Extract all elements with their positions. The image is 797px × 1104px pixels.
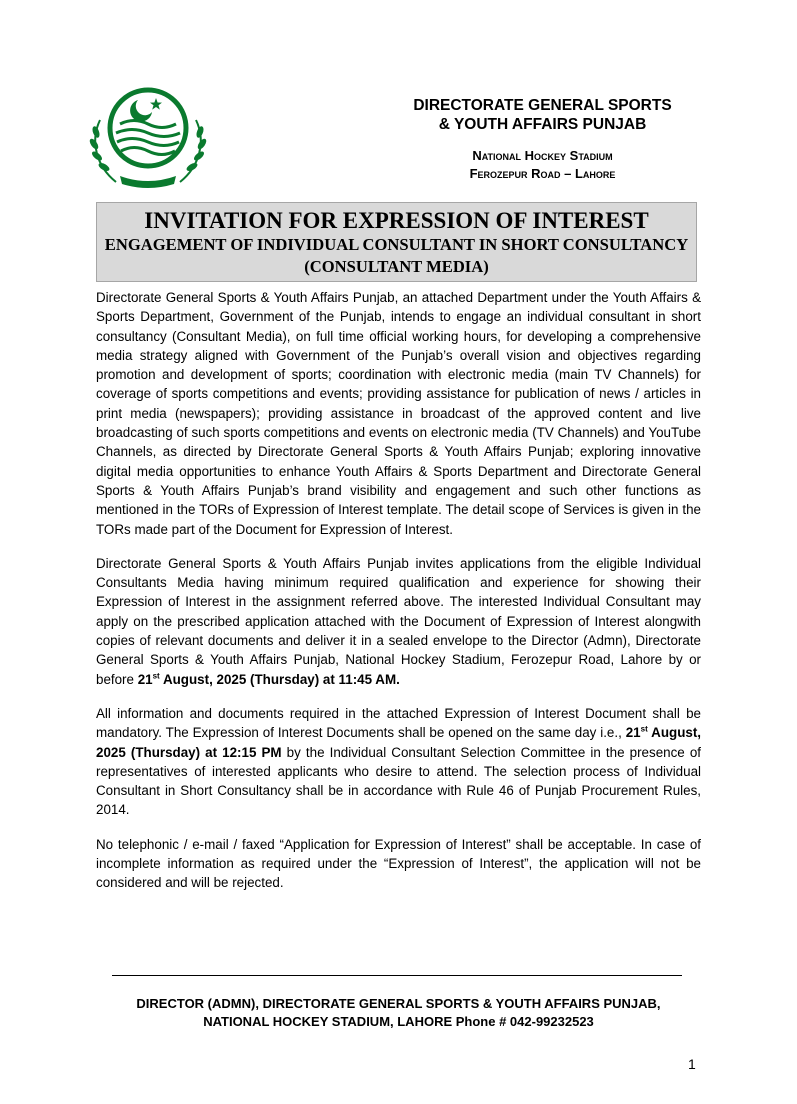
- address-line1: National Hockey Stadium: [472, 148, 613, 163]
- invitation-text: Directorate General Sports & Youth Affairs Punjab invites applications from the eligible Individual Consultants Media having minimum required qualification and experience for showing their Expression of Interest in the assignment referred above. The interested Individual Consultant may apply on the prescribed application attached with the Document of Expression of Interest alongwith copies of relevant documents and deliver it in a sealed envelope to the Director (Admn), Directorate General Sports & Youth Affairs Punjab, National Hockey Stadium, Ferozepur Road, Lahore by or before: [96, 555, 701, 687]
- footer-line1: DIRECTOR (ADMN), DIRECTORATE GENERAL SPORTS & YOUTH AFFAIRS PUNJAB,: [136, 996, 661, 1011]
- opening-text-b: by the Individual Consultant Selection Committee in the presence of representatives of interested applicants who desire to attend. The selection process of Individual Consultant in Short Consultancy shall be in accordance with Rule 46 of Punjab Procurement Rules, 2014.: [96, 744, 701, 818]
- opening-text-a: All information and documents required in the attached Expression of Interest Document shall be mandatory. The Expression of Interest Documents shall be opened on the same day i.e.,: [96, 705, 701, 741]
- organization-name: [350, 96, 735, 134]
- paragraph-invitation: [96, 554, 701, 689]
- organization-name-line1: DIRECTORATE GENERAL SPORTS: [413, 97, 672, 114]
- page-number: 1: [688, 1056, 696, 1072]
- submission-deadline: 21st August, 2025 (Thursday) at 11:45 AM.: [137, 671, 400, 687]
- footer-line2: NATIONAL HOCKEY STADIUM, LAHORE Phone # 042-99232523: [203, 1014, 594, 1029]
- notice-title: INVITATION FOR EXPRESSION OF INTEREST: [144, 208, 649, 233]
- paragraph-opening: [96, 704, 701, 820]
- notice-subtitle: ENGAGEMENT OF INDIVIDUAL CONSULTANT IN SHORT CONSULTANCY (CONSULTANT MEDIA): [104, 235, 689, 276]
- footer-divider: [112, 975, 682, 976]
- government-of-punjab-emblem-icon: [86, 86, 210, 192]
- organization-name-line2: & YOUTH AFFAIRS PUNJAB: [438, 116, 647, 133]
- organization-address: [420, 147, 665, 183]
- opening-datetime: 21st August, 2025 (Thursday) at 12:15 PM: [96, 724, 702, 760]
- paragraph-acceptance: No telephonic / e-mail / faxed “Application for Expression of Interest” shall be acceptable. In case of incomplete information as required under the “Expression of Interest”, the application will not be considered and will be rejected.: [96, 836, 701, 891]
- address-line2: Ferozepur Road – Lahore: [469, 166, 616, 181]
- footer-contact: [90, 995, 707, 1031]
- notice-title-box: [96, 202, 697, 282]
- notice-body: [96, 288, 701, 908]
- paragraph-scope: Directorate General Sports & Youth Affairs Punjab, an attached Department under the Youth Affairs & Sports Department, Government of the Punjab, intends to engage an individual consultant in short consultancy (Consultant Media), on full time official working hours, for developing a comprehensive media strategy aligned with Government of the Punjab’s overall vision and objectives regarding promotion and development of sports; coordination with electronic media (main TV Channels) for coverage of sports competitions and events; providing assistance for publication of news / articles in print media (newspapers); providing assistance in broadcast of the approved content and live broadcasting of such sports competitions and events on electronic media (TV Channels) and YouTube Channels, as directed by Directorate General Sports & Youth Affairs Punjab; exploring innovative digital media opportunities to enhance Youth Affairs & Sports Department and Directorate General Sports & Youth Affairs Punjab’s brand visibility and engagement and such other functions as mentioned in the TORs of Expression of Interest template. The detail scope of Services is given in the TORs made part of the Document for Expression of Interest.: [96, 290, 701, 537]
